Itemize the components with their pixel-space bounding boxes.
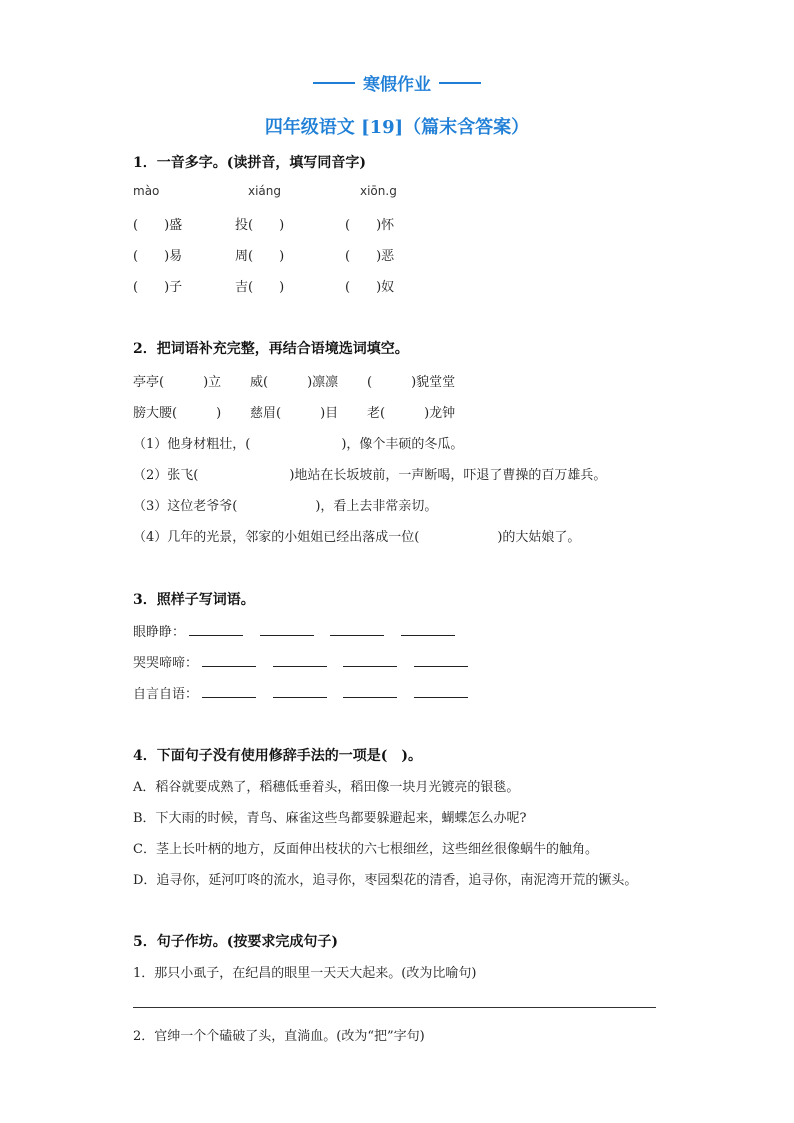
q3-row-2-blank-1[interactable] (202, 654, 256, 667)
q5-item-2: 2．官绅一个个磕破了头，直淌血。(改为“把”字句) (133, 1029, 425, 1044)
q1-heading: 1．一音多字。(读拼音，填写同音字) (133, 155, 366, 171)
q3-row-2-blank-3[interactable] (343, 654, 397, 667)
q2-word-2: 威( )凛凛 (250, 375, 339, 390)
q1-pinyin-1: mào (133, 184, 160, 198)
q2-word-3: ( )貌堂堂 (367, 375, 456, 390)
q2-word-1: 亭亭( )立 (133, 375, 222, 390)
q3-row-1-blank-3[interactable] (330, 623, 384, 636)
q1-row1-col2: 投( ) (235, 218, 285, 233)
q3-row-1-blank-4[interactable] (401, 623, 455, 636)
header-right-dash (439, 82, 481, 84)
q3-row-2 (133, 652, 468, 671)
q1-row3-col3: ( )奴 (345, 280, 395, 295)
q1-pinyin-2: xiáng (248, 184, 282, 198)
q3-row-1 (133, 621, 455, 640)
q3-row-2-blank-4[interactable] (414, 654, 468, 667)
page-title: 四年级语文 [19]（篇末含答案） (264, 117, 530, 138)
q2-item-1: （1）他身材粗壮，( )，像个丰硕的冬瓜。 (133, 437, 464, 452)
q1-row3-col1: ( )子 (133, 280, 183, 295)
q5-heading: 5．句子作坊。(按要求完成句子) (133, 934, 338, 950)
page-header (0, 70, 794, 95)
q1-row2-col2: 周( ) (235, 249, 285, 264)
q3-row-2-blank-2[interactable] (273, 654, 327, 667)
q1-row1-col1: ( )盛 (133, 218, 183, 233)
q5-answer-line-1[interactable] (133, 1007, 656, 1008)
q3-row-1-label: 眼睁睁： (133, 625, 186, 640)
q3-row-3-blank-2[interactable] (273, 685, 327, 698)
q2-item-4: （4）几年的光景，邻家的小姐姐已经出落成一位( )的大姑娘了。 (133, 530, 581, 545)
q3-row-3-blank-4[interactable] (414, 685, 468, 698)
q1-row3-col2: 吉( ) (235, 280, 285, 295)
q2-heading: 2．把词语补充完整，再结合语境选词填空。 (133, 341, 409, 357)
q5-item-1: 1．那只小虱子，在纪昌的眼里一天天大起来。(改为比喻句) (133, 966, 477, 981)
q4-option-d: D．追寻你，延河叮咚的流水，追寻你，枣园梨花的清香，追寻你，南泥湾开荒的镢头。 (133, 873, 638, 888)
q2-word-4: 膀大腰( ) (133, 406, 222, 421)
q2-word-6: 老( )龙钟 (367, 406, 456, 421)
q3-row-3-label: 自言自语： (133, 687, 199, 702)
q3-row-1-blank-2[interactable] (260, 623, 314, 636)
q3-row-1-blank-1[interactable] (189, 623, 243, 636)
q4-option-a: A．稻谷就要成熟了，稻穗低垂着头，稻田像一块月光镀亮的银毯。 (133, 780, 520, 795)
q1-row2-col3: ( )恶 (345, 249, 395, 264)
q1-row2-col1: ( )易 (133, 249, 183, 264)
q3-heading: 3．照样子写词语。 (133, 592, 255, 608)
q2-item-3: （3）这位老爷爷( )，看上去非常亲切。 (133, 499, 438, 514)
q2-item-2: （2）张飞( )地站在长坂坡前，一声断喝，吓退了曹操的百万雄兵。 (133, 468, 607, 483)
q2-word-5: 慈眉( )目 (250, 406, 339, 421)
q4-heading: 4．下面句子没有使用修辞手法的一项是( )。 (133, 748, 422, 764)
q1-row1-col3: ( )怀 (345, 218, 395, 233)
q4-option-c: C．茎上长叶柄的地方，反面伸出枝状的六七根细丝，这些细丝很像蜗牛的触角。 (133, 842, 598, 857)
header-left-dash (313, 82, 355, 84)
header-label: 寒假作业 (363, 75, 431, 95)
q1-pinyin-3: xiōn.g (360, 184, 397, 198)
q3-row-3-blank-3[interactable] (343, 685, 397, 698)
q3-row-3-blank-1[interactable] (202, 685, 256, 698)
q4-option-b: B．下大雨的时候，青鸟、麻雀这些鸟都要躲避起来，蝴蝶怎么办呢? (133, 811, 527, 826)
q3-row-2-label: 哭哭啼啼： (133, 656, 199, 671)
q3-row-3 (133, 683, 468, 702)
